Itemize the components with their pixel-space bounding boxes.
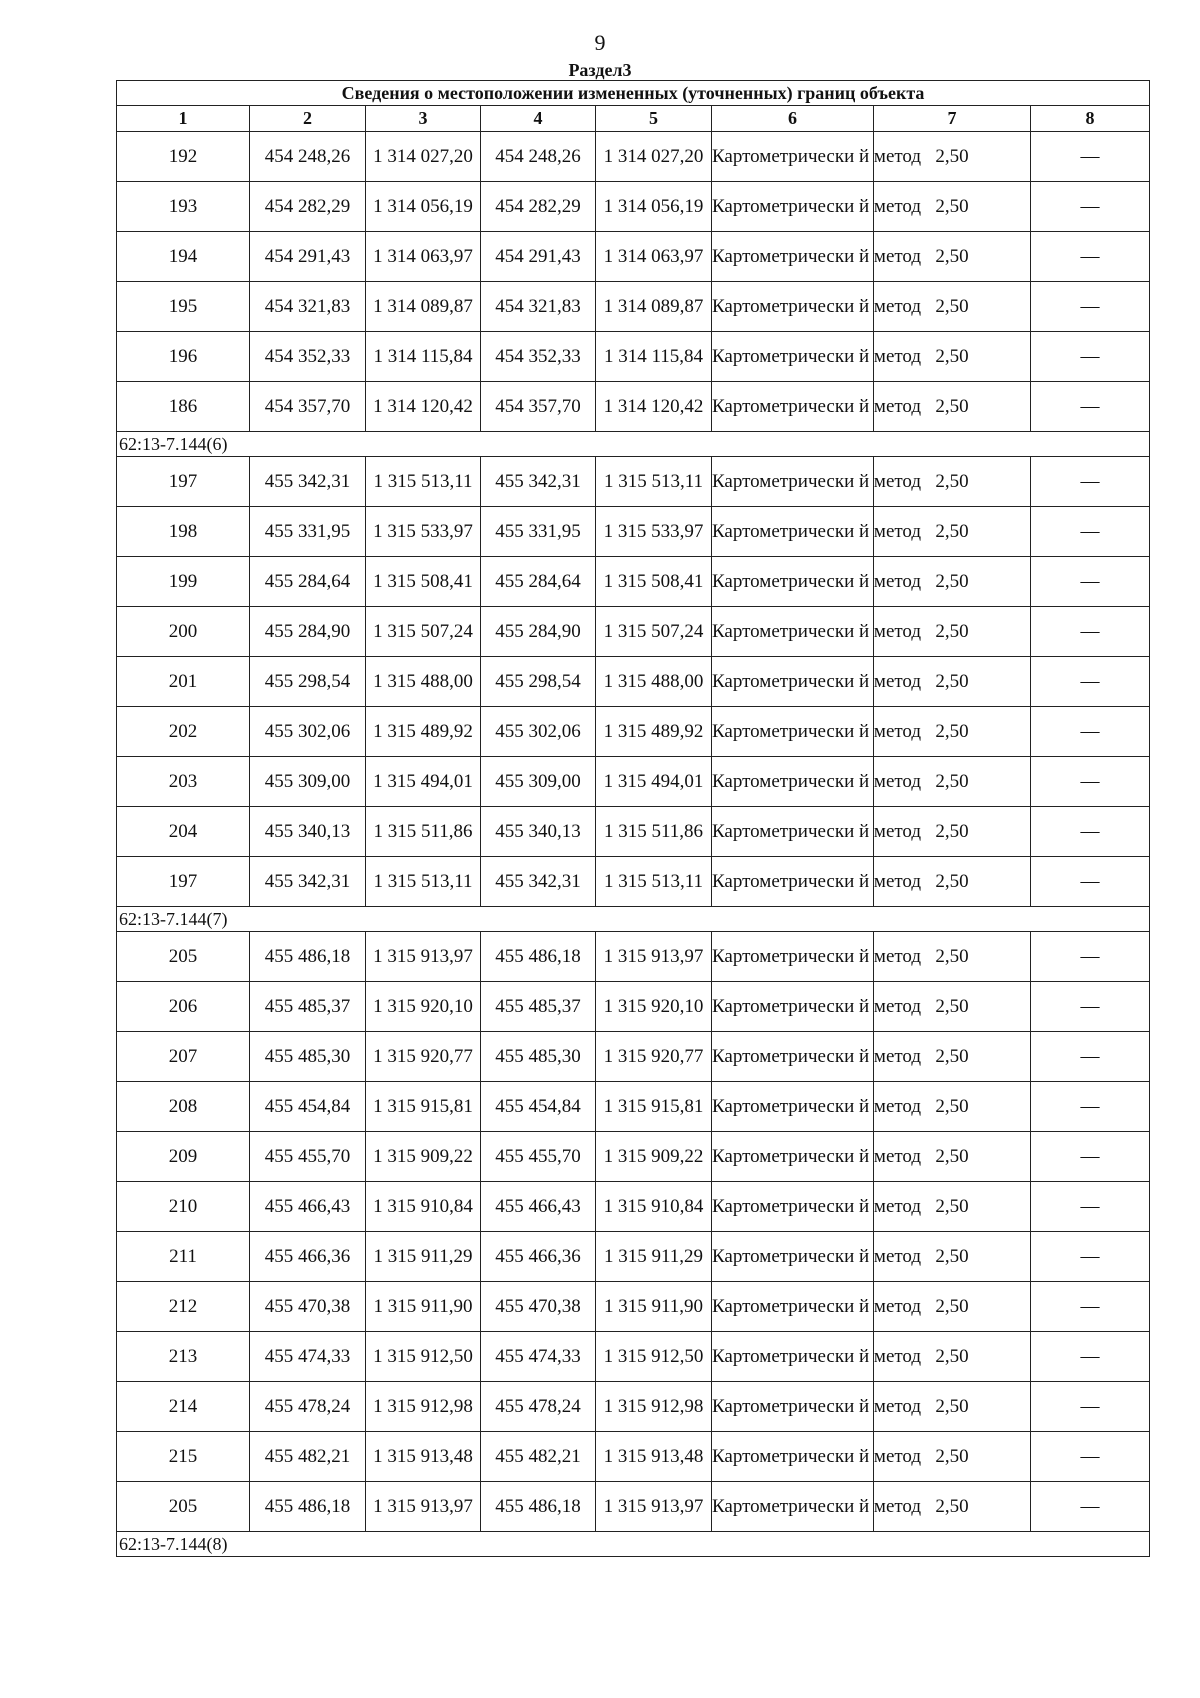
point-number-cell: 206: [117, 982, 250, 1032]
x-new-cell: 455 482,21: [481, 1432, 596, 1482]
y-new-cell: 1 315 909,22: [596, 1132, 712, 1182]
x-new-cell: 455 298,54: [481, 657, 596, 707]
table-body: [117, 81, 1150, 1557]
y-new-cell: 1 315 489,92: [596, 707, 712, 757]
description-cell: —: [1031, 132, 1150, 182]
y-existing-cell: 1 315 911,29: [366, 1232, 481, 1282]
point-number-cell: 197: [117, 857, 250, 907]
method-cell: Картометрически й метод: [712, 757, 874, 807]
method-cell: Картометрически й метод: [712, 182, 874, 232]
description-cell: —: [1031, 807, 1150, 857]
boundary-coordinates-table: [116, 80, 1150, 1557]
y-existing-cell: 1 315 912,50: [366, 1332, 481, 1382]
y-new-cell: 1 315 911,90: [596, 1282, 712, 1332]
point-number-cell: 212: [117, 1282, 250, 1332]
x-new-cell: 455 302,06: [481, 707, 596, 757]
point-number-cell: 211: [117, 1232, 250, 1282]
x-new-cell: 455 466,43: [481, 1182, 596, 1232]
parcel-group-row: [117, 1532, 1150, 1557]
y-new-cell: 1 314 063,97: [596, 232, 712, 282]
x-new-cell: 455 486,18: [481, 1482, 596, 1532]
y-existing-cell: 1 315 913,97: [366, 932, 481, 982]
accuracy-cell: 2,50: [874, 1132, 1031, 1182]
x-new-cell: 454 248,26: [481, 132, 596, 182]
method-cell: Картометрически й метод: [712, 1432, 874, 1482]
description-cell: —: [1031, 857, 1150, 907]
description-cell: —: [1031, 707, 1150, 757]
x-new-cell: 454 291,43: [481, 232, 596, 282]
accuracy-cell: 2,50: [874, 1082, 1031, 1132]
table-row: [117, 1132, 1150, 1182]
description-cell: —: [1031, 1132, 1150, 1182]
y-new-cell: 1 315 920,10: [596, 982, 712, 1032]
method-cell: Картометрически й метод: [712, 382, 874, 432]
y-existing-cell: 1 315 494,01: [366, 757, 481, 807]
table-row: [117, 1432, 1150, 1482]
table-row: [117, 282, 1150, 332]
description-cell: —: [1031, 1182, 1150, 1232]
table-row: [117, 1332, 1150, 1382]
point-number-cell: 207: [117, 1032, 250, 1082]
table-row: [117, 707, 1150, 757]
x-existing-cell: 454 352,33: [250, 332, 366, 382]
accuracy-cell: 2,50: [874, 507, 1031, 557]
x-existing-cell: 454 282,29: [250, 182, 366, 232]
method-cell: Картометрически й метод: [712, 857, 874, 907]
table-row: [117, 982, 1150, 1032]
description-cell: —: [1031, 332, 1150, 382]
accuracy-cell: 2,50: [874, 657, 1031, 707]
description-cell: —: [1031, 757, 1150, 807]
table-row: [117, 1182, 1150, 1232]
x-existing-cell: 455 340,13: [250, 807, 366, 857]
x-existing-cell: 455 454,84: [250, 1082, 366, 1132]
point-number-cell: 213: [117, 1332, 250, 1382]
parcel-group-label: 62:13-7.144(8): [117, 1532, 1150, 1557]
x-new-cell: 455 284,90: [481, 607, 596, 657]
x-new-cell: 455 466,36: [481, 1232, 596, 1282]
table-row: [117, 507, 1150, 557]
method-cell: Картометрически й метод: [712, 932, 874, 982]
column-header: 8: [1031, 106, 1150, 132]
x-existing-cell: 455 470,38: [250, 1282, 366, 1332]
y-existing-cell: 1 314 115,84: [366, 332, 481, 382]
x-new-cell: 455 342,31: [481, 857, 596, 907]
page-number: 9: [594, 30, 606, 55]
y-existing-cell: 1 314 089,87: [366, 282, 481, 332]
table-row: [117, 1482, 1150, 1532]
table-row: [117, 607, 1150, 657]
method-cell: Картометрически й метод: [712, 1382, 874, 1432]
y-new-cell: 1 315 508,41: [596, 557, 712, 607]
method-cell: Картометрически й метод: [712, 507, 874, 557]
description-cell: —: [1031, 1432, 1150, 1482]
x-new-cell: 455 309,00: [481, 757, 596, 807]
y-existing-cell: 1 315 507,24: [366, 607, 481, 657]
description-cell: —: [1031, 932, 1150, 982]
y-new-cell: 1 314 089,87: [596, 282, 712, 332]
description-cell: —: [1031, 282, 1150, 332]
description-cell: —: [1031, 982, 1150, 1032]
x-existing-cell: 455 482,21: [250, 1432, 366, 1482]
x-existing-cell: 455 486,18: [250, 1482, 366, 1532]
x-existing-cell: 455 342,31: [250, 457, 366, 507]
point-number-cell: 195: [117, 282, 250, 332]
y-existing-cell: 1 315 911,90: [366, 1282, 481, 1332]
point-number-cell: 199: [117, 557, 250, 607]
point-number-cell: 196: [117, 332, 250, 382]
accuracy-cell: 2,50: [874, 1282, 1031, 1332]
parcel-group-label: 62:13-7.144(7): [117, 907, 1150, 932]
parcel-group-row: [117, 432, 1150, 457]
point-number-cell: 201: [117, 657, 250, 707]
y-new-cell: 1 314 056,19: [596, 182, 712, 232]
x-existing-cell: 455 478,24: [250, 1382, 366, 1432]
point-number-cell: 194: [117, 232, 250, 282]
point-number-cell: 202: [117, 707, 250, 757]
point-number-cell: 205: [117, 932, 250, 982]
method-cell: Картометрически й метод: [712, 232, 874, 282]
description-cell: —: [1031, 382, 1150, 432]
x-new-cell: 454 282,29: [481, 182, 596, 232]
table-row: [117, 757, 1150, 807]
x-new-cell: 455 486,18: [481, 932, 596, 982]
description-cell: —: [1031, 1232, 1150, 1282]
x-existing-cell: 455 331,95: [250, 507, 366, 557]
y-existing-cell: 1 315 909,22: [366, 1132, 481, 1182]
accuracy-cell: 2,50: [874, 232, 1031, 282]
x-existing-cell: 455 284,90: [250, 607, 366, 657]
table-row: [117, 857, 1150, 907]
x-new-cell: 455 331,95: [481, 507, 596, 557]
x-new-cell: 455 474,33: [481, 1332, 596, 1382]
table-row: [117, 1282, 1150, 1332]
column-header: 2: [250, 106, 366, 132]
x-new-cell: 455 485,30: [481, 1032, 596, 1082]
x-existing-cell: 454 321,83: [250, 282, 366, 332]
y-new-cell: 1 314 027,20: [596, 132, 712, 182]
point-number-cell: 200: [117, 607, 250, 657]
accuracy-cell: 2,50: [874, 857, 1031, 907]
method-cell: Картометрически й метод: [712, 282, 874, 332]
accuracy-cell: 2,50: [874, 132, 1031, 182]
method-cell: Картометрически й метод: [712, 807, 874, 857]
y-existing-cell: 1 315 912,98: [366, 1382, 481, 1432]
y-existing-cell: 1 314 063,97: [366, 232, 481, 282]
point-number-cell: 210: [117, 1182, 250, 1232]
y-existing-cell: 1 315 920,77: [366, 1032, 481, 1082]
y-existing-cell: 1 315 508,41: [366, 557, 481, 607]
column-header: 1: [117, 106, 250, 132]
table-row: [117, 1382, 1150, 1432]
accuracy-cell: 2,50: [874, 1032, 1031, 1082]
x-existing-cell: 455 474,33: [250, 1332, 366, 1382]
x-existing-cell: 455 485,37: [250, 982, 366, 1032]
accuracy-cell: 2,50: [874, 457, 1031, 507]
accuracy-cell: 2,50: [874, 1432, 1031, 1482]
method-cell: Картометрически й метод: [712, 132, 874, 182]
method-cell: Картометрически й метод: [712, 657, 874, 707]
point-number-cell: 208: [117, 1082, 250, 1132]
table-row: [117, 657, 1150, 707]
description-cell: —: [1031, 182, 1150, 232]
method-cell: Картометрически й метод: [712, 557, 874, 607]
x-existing-cell: 455 342,31: [250, 857, 366, 907]
table-row: [117, 132, 1150, 182]
method-cell: Картометрически й метод: [712, 1332, 874, 1382]
point-number-cell: 215: [117, 1432, 250, 1482]
y-new-cell: 1 315 488,00: [596, 657, 712, 707]
y-new-cell: 1 315 920,77: [596, 1032, 712, 1082]
y-existing-cell: 1 315 920,10: [366, 982, 481, 1032]
description-cell: —: [1031, 232, 1150, 282]
table-row: [117, 557, 1150, 607]
y-new-cell: 1 315 911,29: [596, 1232, 712, 1282]
description-cell: —: [1031, 1282, 1150, 1332]
point-number-cell: 193: [117, 182, 250, 232]
description-cell: —: [1031, 657, 1150, 707]
description-cell: —: [1031, 1032, 1150, 1082]
accuracy-cell: 2,50: [874, 1232, 1031, 1282]
x-new-cell: 455 478,24: [481, 1382, 596, 1432]
table-row: [117, 932, 1150, 982]
y-new-cell: 1 315 913,97: [596, 1482, 712, 1532]
y-existing-cell: 1 315 513,11: [366, 857, 481, 907]
y-new-cell: 1 315 513,11: [596, 857, 712, 907]
table-caption-row: [117, 81, 1150, 106]
description-cell: —: [1031, 1082, 1150, 1132]
accuracy-cell: 2,50: [874, 757, 1031, 807]
x-new-cell: 455 342,31: [481, 457, 596, 507]
y-existing-cell: 1 315 910,84: [366, 1182, 481, 1232]
accuracy-cell: 2,50: [874, 1182, 1031, 1232]
description-cell: —: [1031, 557, 1150, 607]
point-number-cell: 205: [117, 1482, 250, 1532]
y-existing-cell: 1 314 027,20: [366, 132, 481, 182]
table-row: [117, 332, 1150, 382]
point-number-cell: 186: [117, 382, 250, 432]
y-new-cell: 1 314 120,42: [596, 382, 712, 432]
x-existing-cell: 455 284,64: [250, 557, 366, 607]
x-existing-cell: 455 309,00: [250, 757, 366, 807]
table-row: [117, 382, 1150, 432]
accuracy-cell: 2,50: [874, 982, 1031, 1032]
y-new-cell: 1 315 494,01: [596, 757, 712, 807]
x-existing-cell: 455 455,70: [250, 1132, 366, 1182]
table-row: [117, 1032, 1150, 1082]
point-number-cell: 204: [117, 807, 250, 857]
accuracy-cell: 2,50: [874, 932, 1031, 982]
y-new-cell: 1 315 913,97: [596, 932, 712, 982]
method-cell: Картометрически й метод: [712, 982, 874, 1032]
point-number-cell: 198: [117, 507, 250, 557]
y-existing-cell: 1 315 511,86: [366, 807, 481, 857]
description-cell: —: [1031, 457, 1150, 507]
y-existing-cell: 1 314 120,42: [366, 382, 481, 432]
description-cell: —: [1031, 607, 1150, 657]
description-cell: —: [1031, 507, 1150, 557]
y-existing-cell: 1 314 056,19: [366, 182, 481, 232]
table-row: [117, 807, 1150, 857]
method-cell: Картометрически й метод: [712, 1482, 874, 1532]
y-new-cell: 1 315 915,81: [596, 1082, 712, 1132]
y-new-cell: 1 315 507,24: [596, 607, 712, 657]
x-new-cell: 455 470,38: [481, 1282, 596, 1332]
column-number-row: [117, 106, 1150, 132]
x-existing-cell: 454 248,26: [250, 132, 366, 182]
accuracy-cell: 2,50: [874, 557, 1031, 607]
x-new-cell: 455 284,64: [481, 557, 596, 607]
y-new-cell: 1 314 115,84: [596, 332, 712, 382]
table-row: [117, 232, 1150, 282]
x-new-cell: 455 455,70: [481, 1132, 596, 1182]
method-cell: Картометрически й метод: [712, 607, 874, 657]
method-cell: Картометрически й метод: [712, 332, 874, 382]
column-header: 4: [481, 106, 596, 132]
x-existing-cell: 455 466,43: [250, 1182, 366, 1232]
method-cell: Картометрически й метод: [712, 1282, 874, 1332]
x-existing-cell: 455 298,54: [250, 657, 366, 707]
table-caption: Сведения о местоположении измененных (уточненных) границ объекта: [117, 81, 1150, 106]
description-cell: —: [1031, 1482, 1150, 1532]
y-new-cell: 1 315 533,97: [596, 507, 712, 557]
point-number-cell: 192: [117, 132, 250, 182]
y-existing-cell: 1 315 913,48: [366, 1432, 481, 1482]
section-title: Раздел3: [568, 60, 632, 80]
column-header: 7: [874, 106, 1031, 132]
accuracy-cell: 2,50: [874, 607, 1031, 657]
y-new-cell: 1 315 912,50: [596, 1332, 712, 1382]
x-existing-cell: 455 485,30: [250, 1032, 366, 1082]
y-existing-cell: 1 315 513,11: [366, 457, 481, 507]
x-new-cell: 455 340,13: [481, 807, 596, 857]
x-existing-cell: 455 486,18: [250, 932, 366, 982]
x-existing-cell: 454 357,70: [250, 382, 366, 432]
column-header: 6: [712, 106, 874, 132]
method-cell: Картометрически й метод: [712, 457, 874, 507]
accuracy-cell: 2,50: [874, 707, 1031, 757]
accuracy-cell: 2,50: [874, 1382, 1031, 1432]
x-existing-cell: 454 291,43: [250, 232, 366, 282]
description-cell: —: [1031, 1382, 1150, 1432]
accuracy-cell: 2,50: [874, 282, 1031, 332]
parcel-group-row: [117, 907, 1150, 932]
point-number-cell: 214: [117, 1382, 250, 1432]
y-new-cell: 1 315 913,48: [596, 1432, 712, 1482]
y-new-cell: 1 315 910,84: [596, 1182, 712, 1232]
x-new-cell: 454 352,33: [481, 332, 596, 382]
accuracy-cell: 2,50: [874, 332, 1031, 382]
accuracy-cell: 2,50: [874, 382, 1031, 432]
y-new-cell: 1 315 513,11: [596, 457, 712, 507]
accuracy-cell: 2,50: [874, 1332, 1031, 1382]
point-number-cell: 203: [117, 757, 250, 807]
method-cell: Картометрически й метод: [712, 1082, 874, 1132]
y-new-cell: 1 315 511,86: [596, 807, 712, 857]
accuracy-cell: 2,50: [874, 1482, 1031, 1532]
y-existing-cell: 1 315 913,97: [366, 1482, 481, 1532]
y-existing-cell: 1 315 915,81: [366, 1082, 481, 1132]
table-row: [117, 1082, 1150, 1132]
x-existing-cell: 455 302,06: [250, 707, 366, 757]
point-number-cell: 209: [117, 1132, 250, 1182]
column-header: 5: [596, 106, 712, 132]
method-cell: Картометрически й метод: [712, 707, 874, 757]
y-existing-cell: 1 315 533,97: [366, 507, 481, 557]
parcel-group-label: 62:13-7.144(6): [117, 432, 1150, 457]
column-header: 3: [366, 106, 481, 132]
table-row: [117, 182, 1150, 232]
y-new-cell: 1 315 912,98: [596, 1382, 712, 1432]
point-number-cell: 197: [117, 457, 250, 507]
x-existing-cell: 455 466,36: [250, 1232, 366, 1282]
accuracy-cell: 2,50: [874, 182, 1031, 232]
description-cell: —: [1031, 1332, 1150, 1382]
x-new-cell: 455 454,84: [481, 1082, 596, 1132]
y-existing-cell: 1 315 488,00: [366, 657, 481, 707]
x-new-cell: 454 357,70: [481, 382, 596, 432]
method-cell: Картометрически й метод: [712, 1132, 874, 1182]
method-cell: Картометрически й метод: [712, 1232, 874, 1282]
method-cell: Картометрически й метод: [712, 1182, 874, 1232]
accuracy-cell: 2,50: [874, 807, 1031, 857]
method-cell: Картометрически й метод: [712, 1032, 874, 1082]
table-row: [117, 457, 1150, 507]
y-existing-cell: 1 315 489,92: [366, 707, 481, 757]
x-new-cell: 454 321,83: [481, 282, 596, 332]
table-row: [117, 1232, 1150, 1282]
x-new-cell: 455 485,37: [481, 982, 596, 1032]
